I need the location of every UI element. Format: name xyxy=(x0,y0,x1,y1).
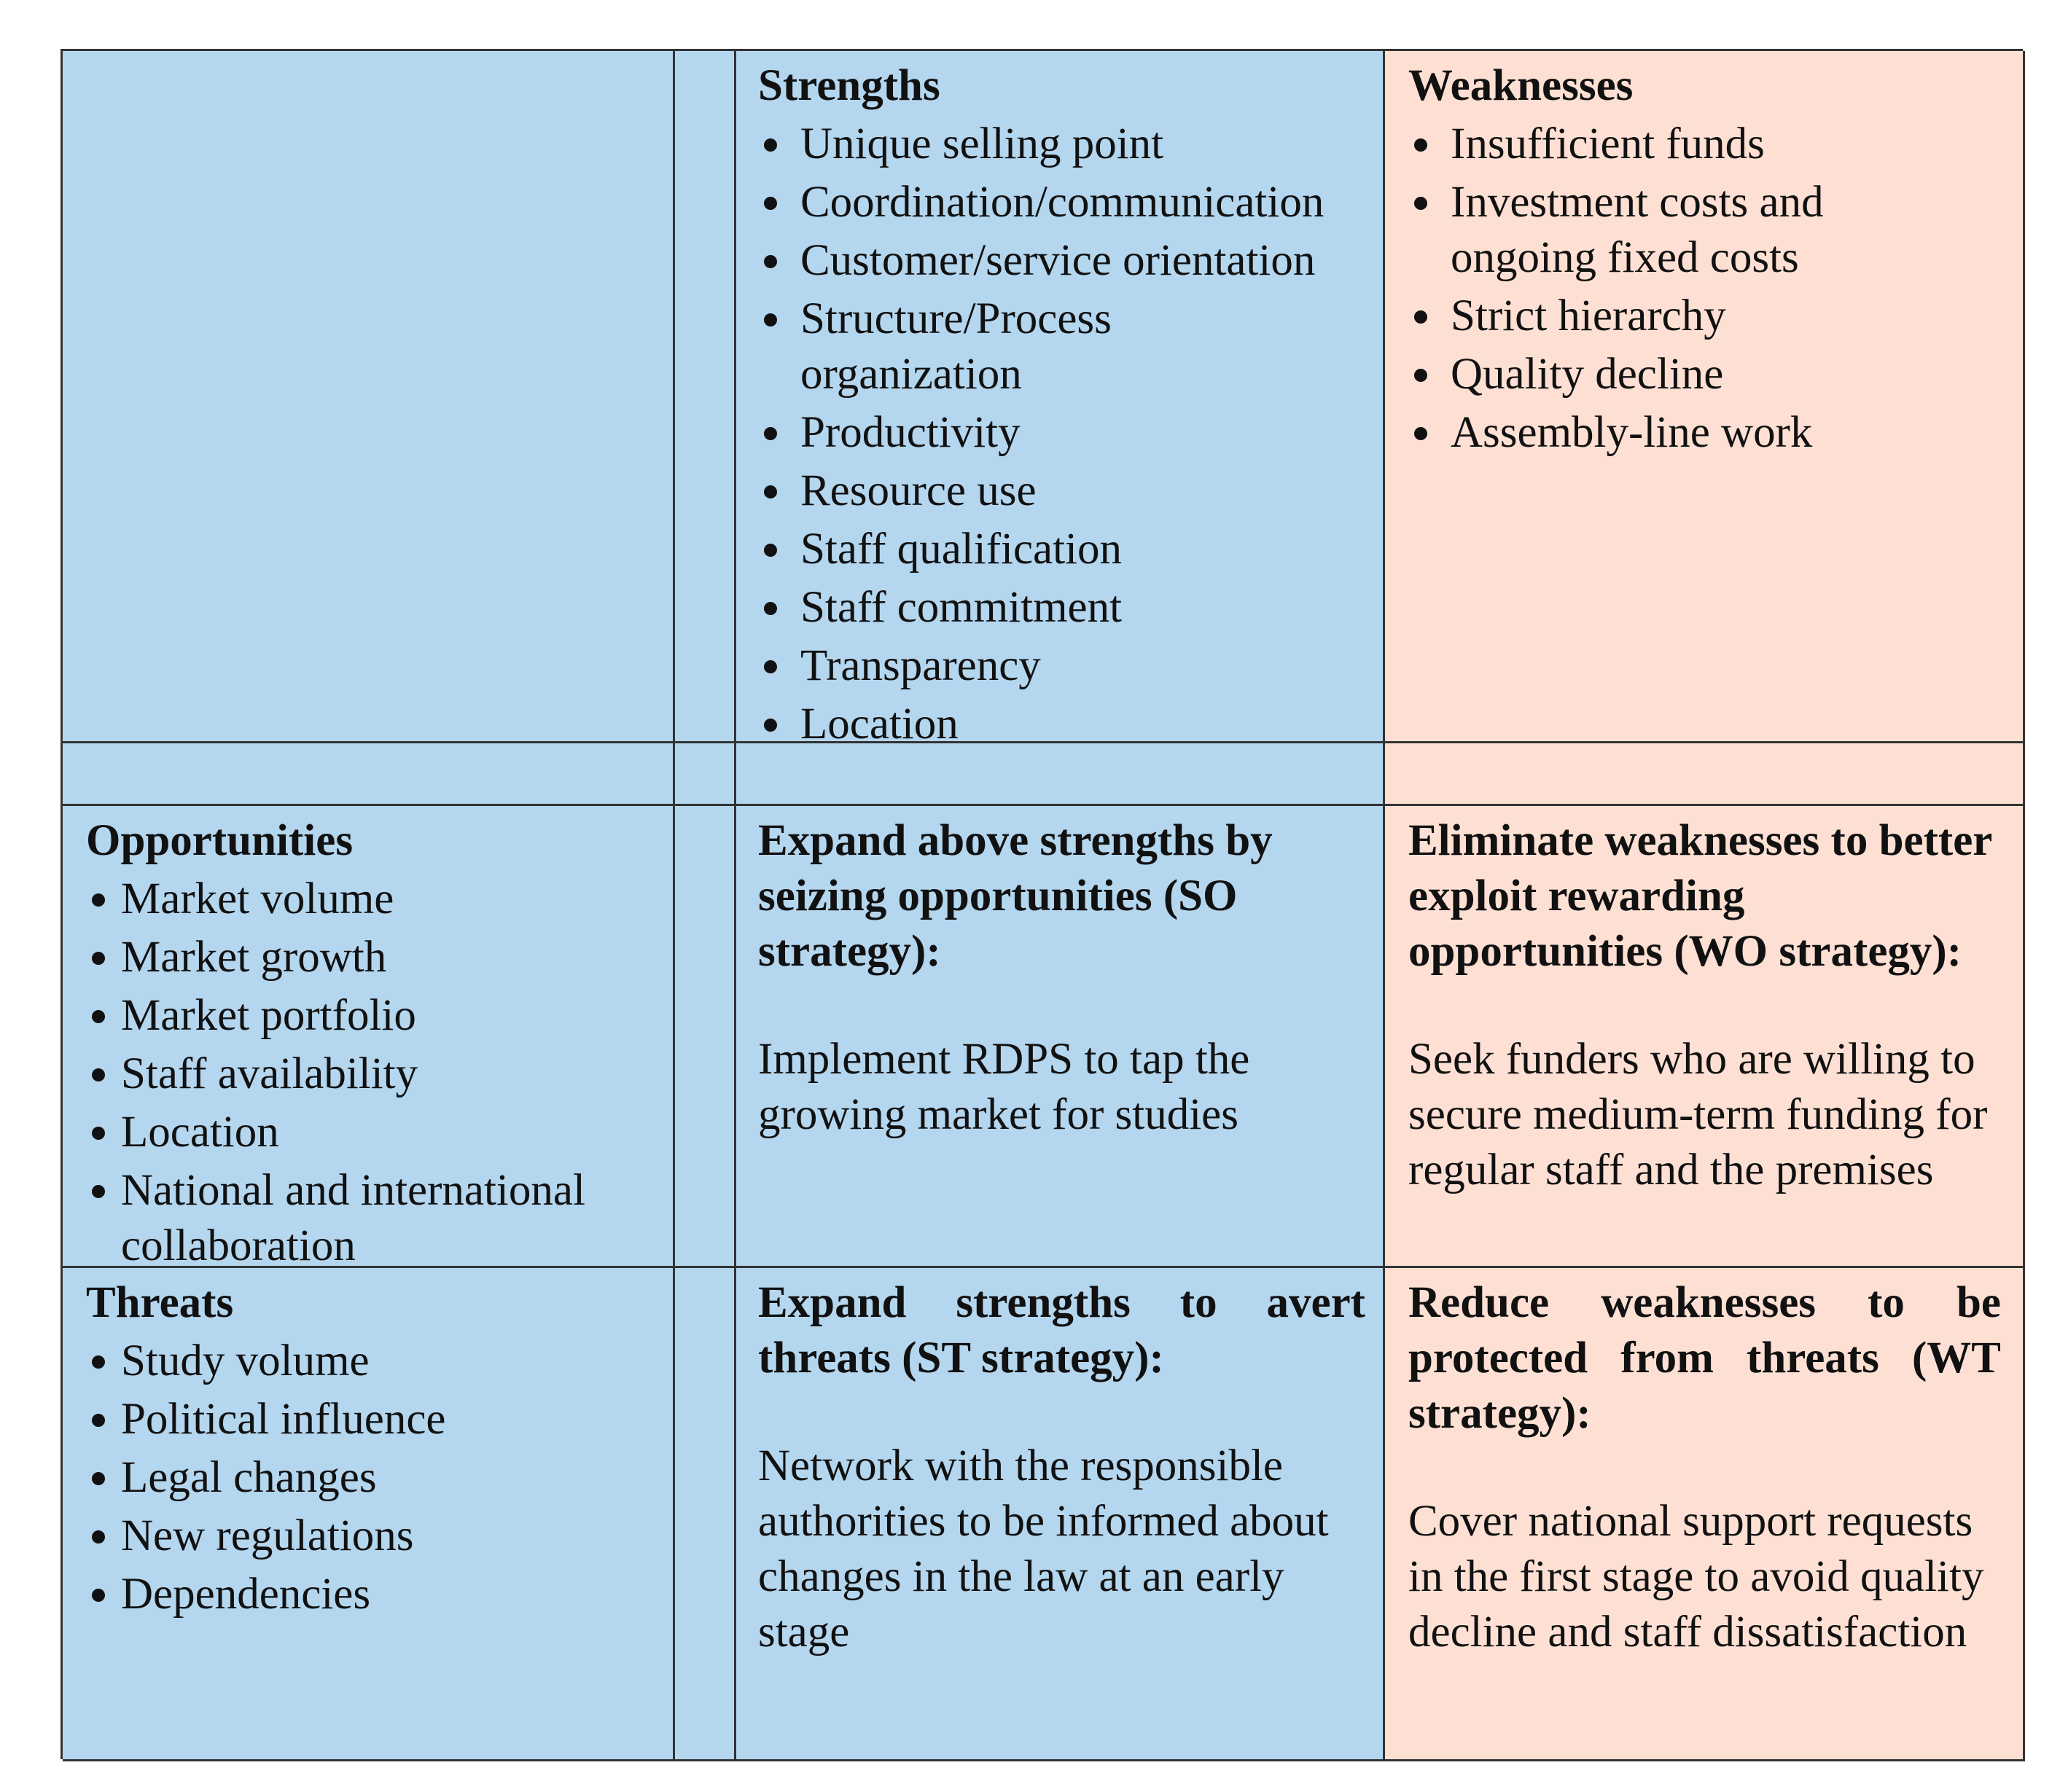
list-item: Investment costs and ongoing fixed costs xyxy=(1408,175,1999,286)
list-item: Staff commitment xyxy=(758,580,1359,635)
wt-strategy-heading-line-2: protected from threats (WT xyxy=(1408,1334,2001,1382)
so-strategy-text: Implement RDPS to tap the growing market for studies xyxy=(758,1035,1250,1139)
opportunities-heading: Opportunities xyxy=(86,816,354,865)
list-item: Staff qualification xyxy=(758,522,1359,577)
empty-spacer-cell xyxy=(675,806,736,1268)
list-item: Resource use xyxy=(758,463,1359,519)
list-item: Market volume xyxy=(86,872,649,927)
strengths-heading: Strengths xyxy=(758,61,940,110)
list-item: National and international collaboration xyxy=(86,1163,649,1268)
opportunities-list xyxy=(86,872,649,1268)
list-item: Location xyxy=(86,1105,649,1160)
st-strategy-heading-line-2: threats (ST strategy): xyxy=(758,1334,1164,1382)
empty-spacer-cell xyxy=(675,1268,736,1761)
st-strategy-text: Network with the responsible authorities to be informed about changes in the law at an early stage xyxy=(758,1441,1329,1656)
list-item: Strict hierarchy xyxy=(1408,289,1999,344)
empty-cell xyxy=(1385,743,2025,806)
list-item: Political influence xyxy=(86,1392,649,1447)
wo-strategy-heading: Eliminate weaknesses to better exploit rewarding opportunities (WO strategy): xyxy=(1408,816,1992,976)
list-item: Customer/service orientation xyxy=(758,233,1359,289)
wt-strategy-heading-line-1: Reduce weaknesses to be xyxy=(1408,1278,2001,1327)
wo-strategy-text: Seek funders who are willing to secure medium-term funding for regular staff and the premises xyxy=(1408,1035,1988,1194)
list-item: New regulations xyxy=(86,1509,649,1564)
list-item: Transparency xyxy=(758,638,1359,694)
wo-strategy-cell xyxy=(1385,806,2025,1268)
weaknesses-list xyxy=(1408,117,1999,461)
threats-list xyxy=(86,1334,649,1622)
swot-matrix-table xyxy=(61,49,2023,1759)
list-item: Structure/Process organization xyxy=(758,292,1359,402)
threats-heading: Threats xyxy=(86,1278,234,1327)
opportunities-cell xyxy=(63,806,675,1268)
list-item: Market growth xyxy=(86,930,649,985)
list-item: Insufficient funds xyxy=(1408,117,1999,172)
weaknesses-heading: Weaknesses xyxy=(1408,61,1634,110)
list-item: Legal changes xyxy=(86,1450,649,1506)
wt-strategy-heading-line-3: strategy): xyxy=(1408,1389,1591,1438)
so-strategy-cell xyxy=(736,806,1385,1268)
st-strategy-cell xyxy=(736,1268,1385,1761)
threats-cell xyxy=(63,1268,675,1761)
list-item: Unique selling point xyxy=(758,117,1359,172)
so-strategy-heading: Expand above strengths by seizing opportunities (SO strategy): xyxy=(758,816,1273,976)
empty-spacer-cell xyxy=(675,51,736,743)
weaknesses-cell xyxy=(1385,51,2025,743)
list-item: Productivity xyxy=(758,405,1359,461)
list-item: Market portfolio xyxy=(86,988,649,1044)
list-item: Quality decline xyxy=(1408,347,1999,402)
wt-strategy-cell xyxy=(1385,1268,2025,1761)
wt-strategy-text: Cover national support requests in the first stage to avoid quality decline and staff dissatisfaction xyxy=(1408,1497,1984,1656)
list-item: Coordination/communication xyxy=(758,175,1359,230)
empty-corner-cell xyxy=(63,51,675,743)
empty-cell xyxy=(736,743,1385,806)
list-item: Location xyxy=(758,697,1359,743)
list-item: Study volume xyxy=(86,1334,649,1389)
list-item: Staff availability xyxy=(86,1046,649,1102)
st-strategy-heading-line-1: Expand strengths to avert xyxy=(758,1278,1365,1327)
strengths-list xyxy=(758,117,1359,743)
empty-cell xyxy=(63,743,675,806)
list-item: Dependencies xyxy=(86,1567,649,1622)
list-item: Assembly-line work xyxy=(1408,405,1999,461)
empty-cell xyxy=(675,743,736,806)
strengths-cell xyxy=(736,51,1385,743)
